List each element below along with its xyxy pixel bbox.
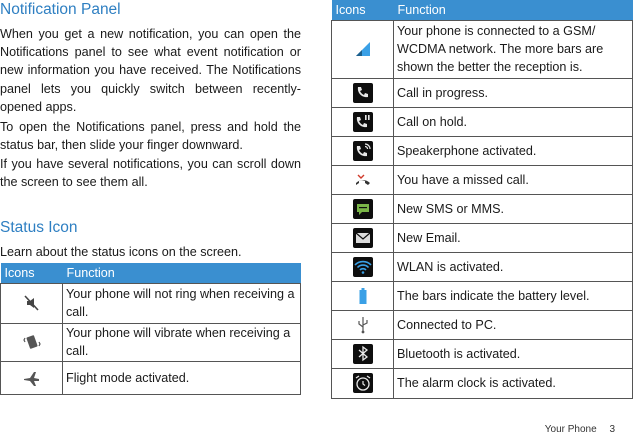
page-footer xyxy=(545,424,615,435)
missed-call-icon xyxy=(353,170,373,190)
notification-panel-heading: Notification Panel xyxy=(0,1,121,18)
function-text: Call on hold. xyxy=(394,107,633,136)
function-text: You have a missed call. xyxy=(394,165,633,194)
notification-paragraph-1: When you get a new notification, you can open the Notifications panel to see what event notification or new information you have received. The Notifications panel lets you quickly switch between recently-opened apps. xyxy=(0,27,301,114)
usb-icon xyxy=(353,315,373,335)
function-text: Speakerphone activated. xyxy=(394,136,633,165)
function-text: WLAN is activated. xyxy=(394,252,633,281)
column-header-icons: Icons xyxy=(1,263,63,283)
table-row xyxy=(332,136,633,165)
status-icon-heading: Status Icon xyxy=(0,219,78,236)
function-text: Your phone will vibrate when receiving a call. xyxy=(63,323,301,361)
function-text: Connected to PC. xyxy=(394,310,633,339)
table-row xyxy=(332,368,633,398)
table-row xyxy=(332,20,633,78)
wifi-icon xyxy=(353,257,373,277)
function-text: The bars indicate the battery level. xyxy=(394,281,633,310)
table-row xyxy=(332,223,633,252)
signal-icon xyxy=(353,39,373,59)
table-row xyxy=(1,323,301,361)
call-hold-icon xyxy=(353,112,373,132)
table-row xyxy=(332,107,633,136)
table-header-row xyxy=(1,263,301,283)
table-row xyxy=(332,165,633,194)
email-icon xyxy=(353,228,373,248)
table-row xyxy=(332,78,633,107)
airplane-icon xyxy=(22,368,42,388)
notification-paragraph-2: To open the Notifications panel, press and hold the status bar, then slide your finger downward. xyxy=(0,120,301,153)
column-header-function: Function xyxy=(394,0,633,20)
speakerphone-icon xyxy=(353,141,373,161)
sms-icon xyxy=(353,199,373,219)
function-text: Your phone will not ring when receiving a call. xyxy=(63,283,301,323)
table-row xyxy=(1,361,301,394)
function-text: Bluetooth is activated. xyxy=(394,339,633,368)
table-header-row xyxy=(332,0,633,20)
footer-label: Your Phone xyxy=(544,424,597,435)
status-icon-table-right xyxy=(331,0,633,399)
vibrate-icon xyxy=(22,332,42,352)
table-row xyxy=(332,252,633,281)
silent-icon xyxy=(22,293,42,313)
status-icon-intro: Learn about the status icons on the screen. xyxy=(0,245,242,259)
column-header-icons: Icons xyxy=(332,0,394,20)
page-number: 3 xyxy=(609,424,615,435)
phone-call-icon xyxy=(353,83,373,103)
function-text: Call in progress. xyxy=(394,78,633,107)
table-row xyxy=(332,339,633,368)
alarm-clock-icon xyxy=(353,373,373,393)
table-row xyxy=(332,310,633,339)
function-text: Flight mode activated. xyxy=(63,361,301,394)
column-header-function: Function xyxy=(63,263,301,283)
function-text: Your phone is connected to a GSM/ WCDMA network. The more bars are shown the better the reception is. xyxy=(394,20,633,78)
table-row xyxy=(332,194,633,223)
function-text: New SMS or MMS. xyxy=(394,194,633,223)
function-text: New Email. xyxy=(394,223,633,252)
table-row xyxy=(332,281,633,310)
status-icon-table-left xyxy=(0,263,301,395)
table-row xyxy=(1,283,301,323)
battery-icon xyxy=(353,286,373,306)
notification-paragraph-3: If you have several notifications, you can scroll down the screen to see them all. xyxy=(0,157,301,190)
function-text: The alarm clock is activated. xyxy=(394,368,633,398)
bluetooth-icon xyxy=(353,344,373,364)
